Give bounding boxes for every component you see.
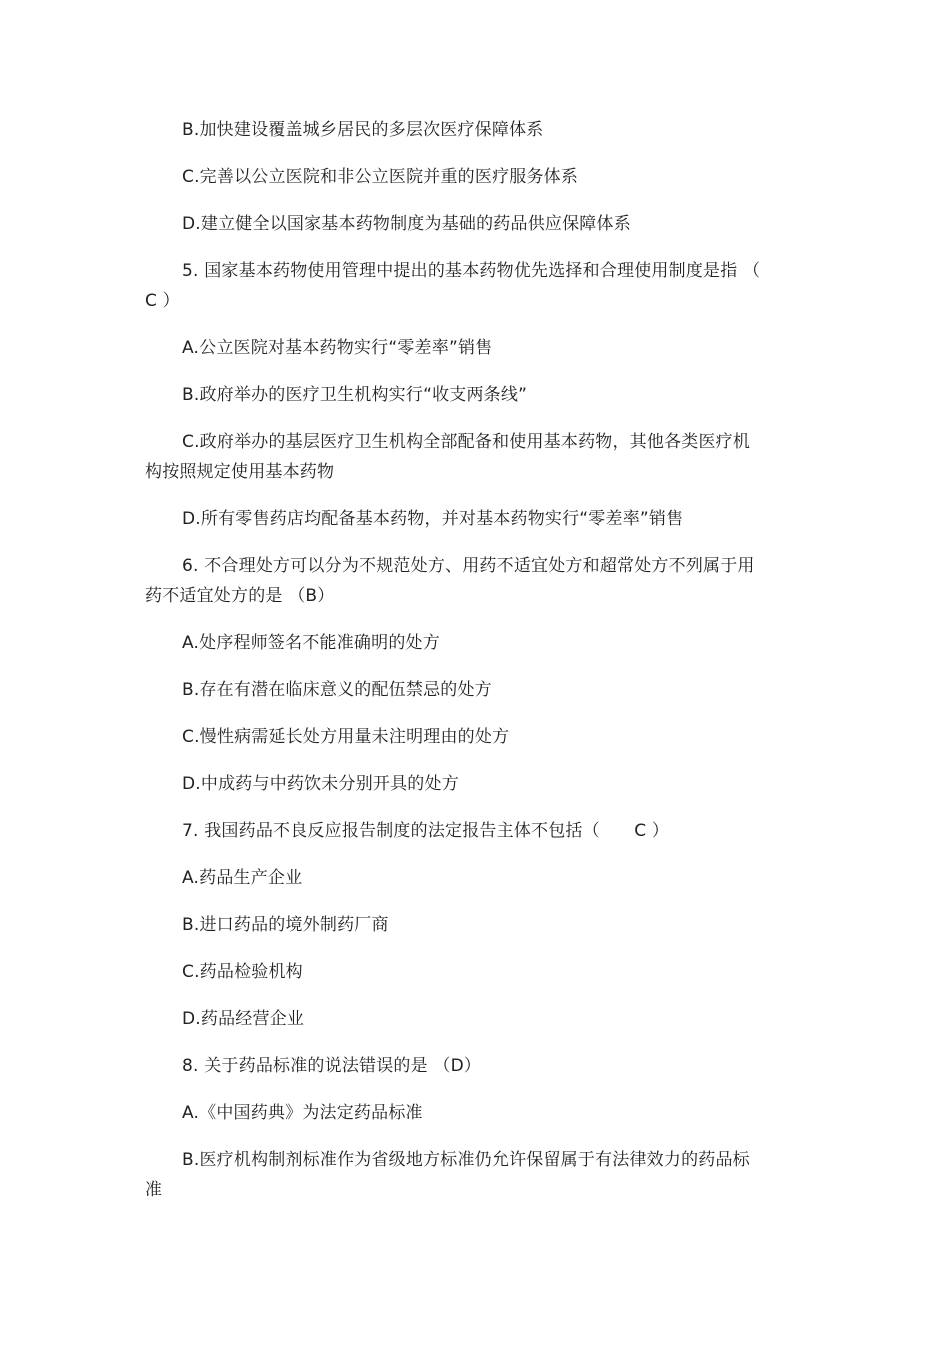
option-b-q8: B.医疗机构制剂标准作为省级地方标准仍允许保留属于有法律效力的药品标准 xyxy=(145,1150,750,1200)
option-c-q6: C.慢性病需延长处方用量未注明理由的处方 xyxy=(182,727,510,747)
option-c-q7: C.药品检验机构 xyxy=(182,962,303,982)
option-a-q7: A.药品生产企业 xyxy=(182,868,303,888)
option-b-q4: B.加快建设覆盖城乡居民的多层次医疗保障体系 xyxy=(182,120,544,140)
option-a-q6: A.处序程师签名不能准确明的处方 xyxy=(182,633,440,653)
option-c-q4: C.完善以公立医院和非公立医院并重的医疗服务体系 xyxy=(182,167,579,187)
question-7: 7. 我国药品不良反应报告制度的法定报告主体不包括（ C ） xyxy=(182,821,670,841)
option-a-q8: A.《中国药典》为法定药品标准 xyxy=(182,1103,423,1123)
document-body xyxy=(145,115,765,1222)
option-d-q5: D.所有零售药店均配备基本药物，并对基本药物实行“零差率”销售 xyxy=(182,509,684,529)
question-5: 5. 国家基本药物使用管理中提出的基本药物优先选择和合理使用制度是指 （ C ） xyxy=(145,261,761,311)
option-c-q5: C.政府举办的基层医疗卫生机构全部配备和使用基本药物，其他各类医疗机构按照规定使用基本药物 xyxy=(145,432,751,482)
question-8: 8. 关于药品标准的说法错误的是 （D） xyxy=(182,1056,482,1076)
option-d-q6: D.中成药与中药饮未分别开具的处方 xyxy=(182,774,459,794)
option-d-q4: D.建立健全以国家基本药物制度为基础的药品供应保障体系 xyxy=(182,214,631,234)
option-b-q5: B.政府举办的医疗卫生机构实行“收支两条线” xyxy=(182,385,528,405)
option-b-q6: B.存在有潜在临床意义的配伍禁忌的处方 xyxy=(182,680,492,700)
option-d-q7: D.药品经营企业 xyxy=(182,1009,305,1029)
option-b-q7: B.进口药品的境外制药厂商 xyxy=(182,915,389,935)
option-a-q5: A.公立医院对基本药物实行“零差率”销售 xyxy=(182,338,493,358)
question-6: 6. 不合理处方可以分为不规范处方、用药不适宜处方和超常处方不列属于用药不适宜处方的是 （B） xyxy=(145,556,755,606)
